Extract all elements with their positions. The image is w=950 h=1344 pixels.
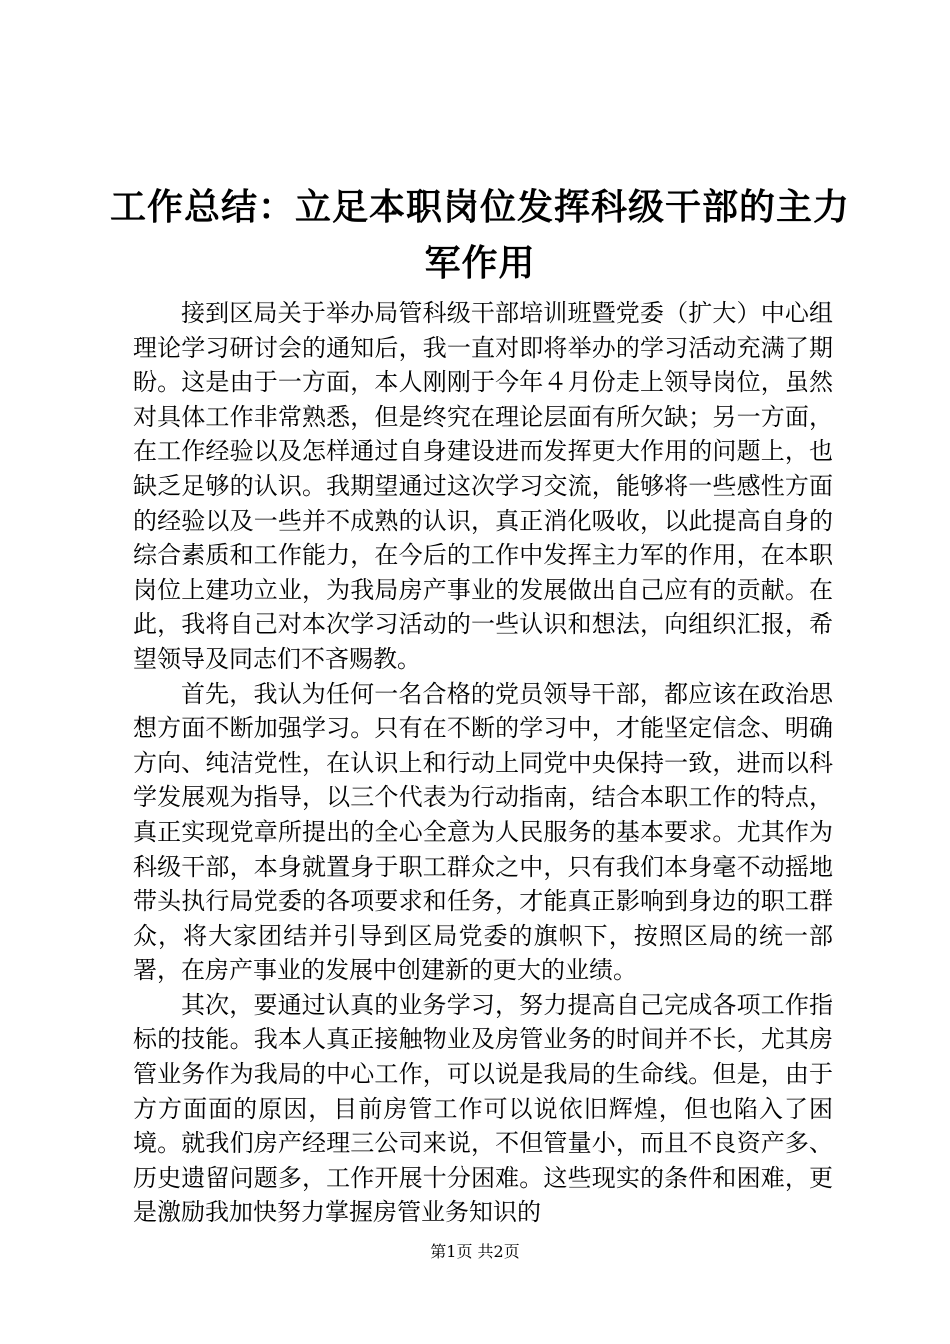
document-title: 工作总结：立足本职岗位发挥科级干部的主力军作用 xyxy=(109,187,850,284)
document-body xyxy=(133,296,833,1230)
paragraph-1: 接到区局关于举办局管科级干部培训班暨党委（扩大）中心组理论学习研讨会的通知后，我一直对即将举办的学习活动充满了期盼。这是由于一方面，本人刚刚于今年４月份走上领导岗位，虽然对具体工作非常熟悉，但是终究在理论层面有所欠缺；另一方面，在工作经验以及怎样通过自身建设进而发挥更大作用的问题上，也缺乏足够的认识。我期望通过这次学习交流，能够将一些感性方面的经验以及一些并不成熟的认识，真正消化吸收，以此提高自身的综合素质和工作能力，在今后的工作中发挥主力军的作用，在本职岗位上建功立业，为我局房产事业的发展做出自己应有的贡献。在此，我将自己对本次学习活动的一些认识和想法，向组织汇报，希望领导及同志们不吝赐教。 xyxy=(133,299,833,673)
paragraph-2: 首先，我认为任何一名合格的党员领导干部，都应该在政治思想方面不断加强学习。只有在不断的学习中，才能坚定信念、明确方向、纯洁党性，在认识上和行动上同党中央保持一致，进而以科学发展观为指导，以三个代表为行动指南，结合本职工作的特点，真正实现党章所提出的全心全意为人民服务的基本要求。尤其作为科级干部，本身就置身于职工群众之中，只有我们本身毫不动摇地带头执行局党委的各项要求和任务，才能真正影响到身边的职工群众，将大家团结并引导到区局党委的旗帜下，按照区局的统一部署，在房产事业的发展中创建新的更大的业绩。 xyxy=(133,679,833,985)
page-number: 第1页 共2页 xyxy=(430,1242,520,1261)
paragraph-3: 其次，要通过认真的业务学习，努力提高自己完成各项工作指标的技能。我本人真正接触物业及房管业务的时间并不长，尤其房管业务作为我局的中心工作，可以说是我局的生命线。但是，由于方方面面的原因，目前房管工作可以说依旧辉煌，但也陷入了困境。就我们房产经理三公司来说，不但管量小，而且不良资产多、历史遗留问题多，工作开展十分困难。这些现实的条件和困难，更是激励我加快努力掌握房管业务知识的 xyxy=(133,990,833,1227)
